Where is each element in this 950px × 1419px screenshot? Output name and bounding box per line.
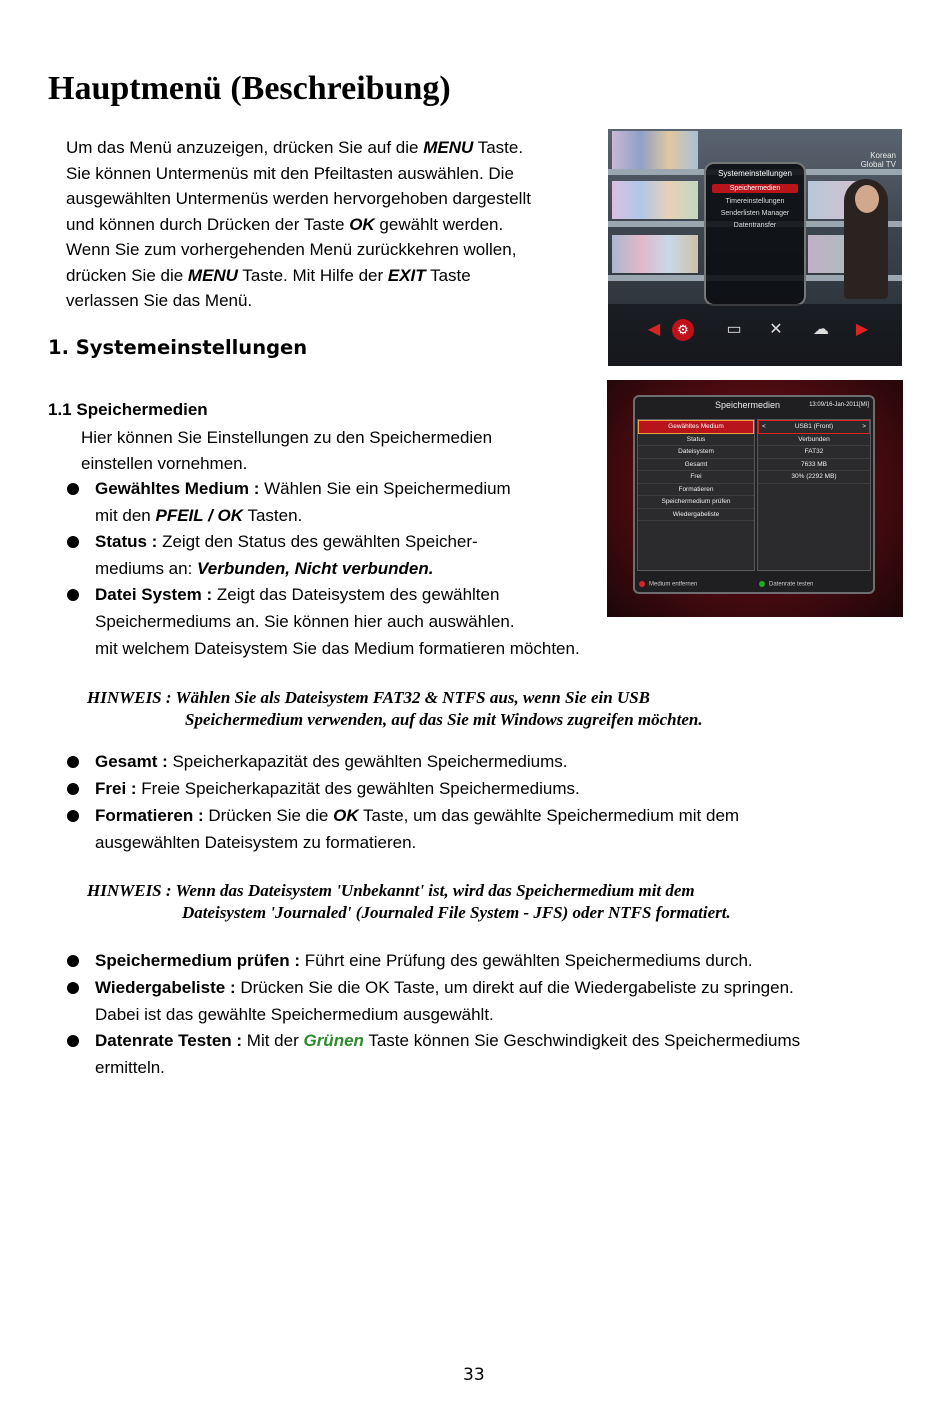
film-icon[interactable]: ☁ xyxy=(813,321,829,338)
menu-item-speichermedien[interactable]: Speichermedien xyxy=(712,184,798,193)
value-gesamt: 7633 MB xyxy=(758,459,870,472)
bullet-wiedergabeliste: Wiedergabeliste : Drücken Sie die OK Taste, um direkt auf die Wiedergabeliste zu springen. Dabei ist das gewählte Speichermedium ausgewählt. xyxy=(95,978,794,1024)
option-formatieren[interactable]: Formatieren xyxy=(638,484,754,497)
chevron-left-icon[interactable]: < xyxy=(762,423,766,430)
option-dateisystem[interactable]: Dateisystem xyxy=(638,446,754,459)
face-image xyxy=(855,185,879,213)
option-status[interactable]: Status xyxy=(638,434,754,447)
menu-item-senderlisten[interactable]: Senderlisten Manager xyxy=(720,210,790,217)
menu-icon-bar xyxy=(608,304,902,366)
bullet-dot xyxy=(67,1035,79,1047)
option-gesamt[interactable]: Gesamt xyxy=(638,459,754,472)
value-dateisystem: FAT32 xyxy=(758,446,870,459)
bullet-status: Status : Zeigt den Status des gewählten Speicher- mediums an: Verbunden, Nicht verbunden. xyxy=(95,532,478,578)
subsection-heading: 1.1 Speichermedien xyxy=(48,400,208,419)
legend-red: Medium entfernen xyxy=(639,581,697,588)
option-frei[interactable]: Frei xyxy=(638,471,754,484)
gear-icon[interactable]: ⚙ xyxy=(672,319,694,341)
menu-title: Systemeinstellungen xyxy=(718,169,792,178)
storage-screenshot xyxy=(607,380,903,617)
bullet-gesamt: Gesamt : Speicherkapazität des gewählten Speichermediums. xyxy=(95,752,568,771)
bullet-formatieren: Formatieren : Drücken Sie die OK Taste, um das gewählte Speichermedium mit dem ausgewählten Dateisystem zu formatieren. xyxy=(95,806,740,852)
chevron-right-icon[interactable]: > xyxy=(862,423,866,430)
tools-icon[interactable]: ✕ xyxy=(769,321,783,338)
bullet-dateisystem: Datei System : Zeigt das Dateisystem des gewählten Speichermediums an. Sie können hier auch auswählen. mit welchem Dateisystem Sie das Medium formatieren möchten. xyxy=(95,585,580,658)
arrow-right-icon[interactable]: ▶ xyxy=(855,321,869,338)
bullet-dot xyxy=(67,810,79,822)
option-gewaehltes-medium[interactable]: Gewähltes Medium xyxy=(638,420,754,434)
legend-green: Datenrate testen xyxy=(759,581,813,588)
bullet-dot xyxy=(67,982,79,994)
bullet-dot xyxy=(67,589,79,601)
storage-left-column xyxy=(637,419,755,571)
bullet-gewaehltes-medium: Gewähltes Medium : Wählen Sie ein Speichermedium mit den PFEIL / OK Tasten. xyxy=(95,479,511,525)
arrow-left-icon[interactable]: ◀ xyxy=(647,321,661,338)
bullet-dot xyxy=(67,783,79,795)
note-fat32-ntfs: HINWEIS : Wählen Sie als Dateisystem FAT32 & NTFS aus, wenn Sie ein USB Speichermedium verwenden, auf das Sie mit Windows zugreifen möchten. xyxy=(87,688,703,729)
storage-window xyxy=(633,395,875,594)
menu-item-timer[interactable]: Timereinstellungen xyxy=(725,198,785,205)
bullet-dot xyxy=(67,756,79,768)
system-menu-panel xyxy=(704,162,806,306)
intro-paragraph: Um das Menü anzuzeigen, drücken Sie auf die MENU Taste. Sie können Untermenüs mit den Pfeiltasten auswählen. Die ausgewählten Untermenüs werden hervorgehoben dargestellt und können durch Drücken der Taste OK gewählt werden. Wenn Sie zum vorhergehenden Menü zurückkehren wollen, drücken Sie die MENU Taste. Mit Hilfe der EXIT Taste verlassen Sie das Menü. xyxy=(66,138,531,310)
value-medium[interactable]: < USB1 (Front) > xyxy=(758,420,870,434)
option-pruefen[interactable]: Speichermedium prüfen xyxy=(638,496,754,509)
bullet-frei: Frei : Freie Speicherkapazität des gewählten Speichermediums. xyxy=(95,779,580,798)
storage-right-column xyxy=(757,419,871,571)
subsection-description: Hier können Sie Einstellungen zu den Speichermedien einstellen vornehmen. xyxy=(81,428,493,473)
bullet-dot xyxy=(67,483,79,495)
page-title: Hauptmenü (Beschreibung) xyxy=(48,70,451,107)
section-heading: 1. Systemeinstellungen xyxy=(48,336,308,359)
bullet-pruefen: Speichermedium prüfen : Führt eine Prüfung des gewählten Speichermediums durch. xyxy=(95,951,753,970)
green-button-icon xyxy=(759,581,765,587)
note-jfs: HINWEIS : Wenn das Dateisystem 'Unbekannt' ist, wird das Speichermedium mit dem Dateisystem 'Journaled' (Journaled File System - JFS) oder NTFS formatiert. xyxy=(87,881,731,922)
bullet-datenrate: Datenrate Testen : Mit der Grünen Taste können Sie Geschwindigkeit des Speichermediums ermitteln. xyxy=(95,1031,801,1077)
menu-screenshot xyxy=(608,129,902,366)
menu-item-datentransfer[interactable]: Datentransfer xyxy=(733,222,777,229)
storage-datetime: 13:09/16-Jan-2011[MI] xyxy=(809,402,869,408)
option-wiedergabeliste[interactable]: Wiedergabeliste xyxy=(638,509,754,522)
channel-logo: Korean Global TV xyxy=(860,151,896,169)
red-button-icon xyxy=(639,581,645,587)
tv-icon[interactable]: ▭ xyxy=(726,321,742,338)
value-frei: 30% (2292 MB) xyxy=(758,471,870,484)
bullet-dot xyxy=(67,536,79,548)
storage-title: Speichermedien xyxy=(715,400,781,410)
value-status: Verbunden xyxy=(758,434,870,447)
bullet-dot xyxy=(67,955,79,967)
page-number: 33 xyxy=(463,1365,485,1385)
